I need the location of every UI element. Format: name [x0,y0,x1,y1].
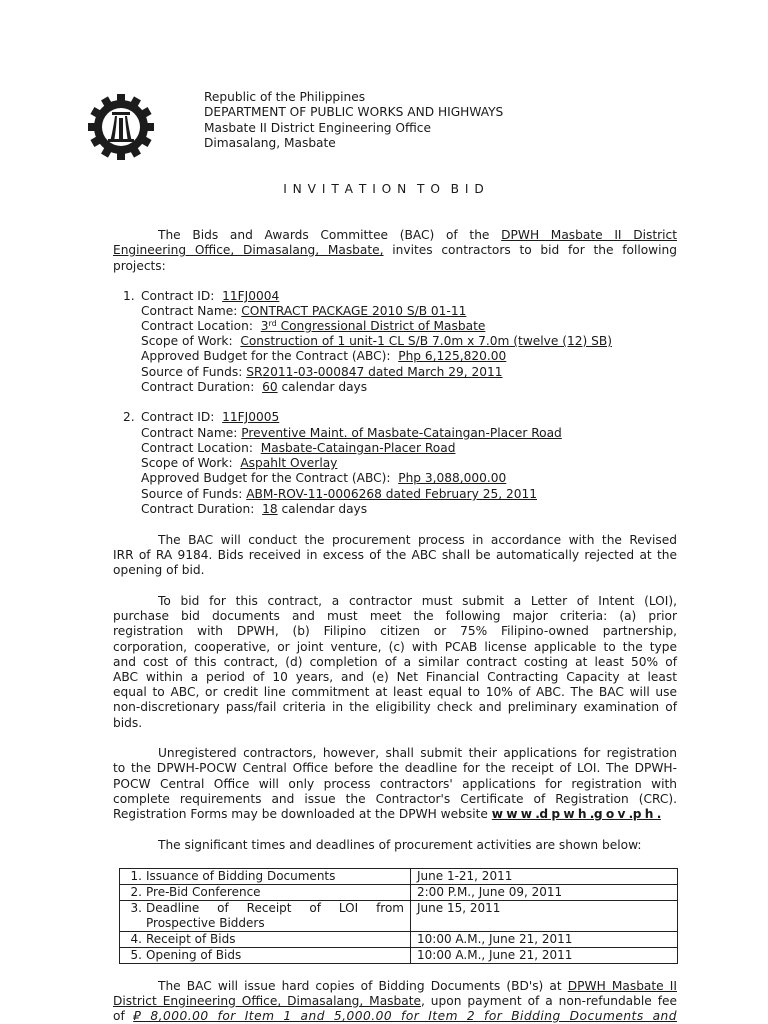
schedule-intro: The significant times and deadlines of procurement activities are shown below: [158,838,642,852]
unregistered-para-line: complete requirements and issue the Contractor's Certificate of Registration (CRC). [113,792,677,806]
table-row [120,885,678,901]
project-1-contract-name: Contract Name: CONTRACT PACKAGE 2010 S/B 01-11 [141,304,467,318]
project-1-number: 1. [123,289,135,303]
unregistered-para-line: Registration Forms may be downloaded at the DPWH website w w w .d p w h .g o v .p h . [113,807,661,821]
intro-line-3: projects: [113,259,166,273]
intro-line-1: The Bids and Awards Committee (BAC) of the DPWH Masbate II District [158,228,677,242]
dpwh-logo [86,92,156,162]
project-1-scope: Scope of Work: Construction of 1 unit-1 CL S/B 7.0m x 7.0m (twelve (12) SB) [141,334,613,348]
dpwh-website-link[interactable]: w w w .d p w h .g o v .p h . [491,807,661,821]
header-republic: Republic of the Philippines [204,90,366,104]
project-2-scope: Scope of Work: Aspahlt Overlay [141,456,338,470]
schedule-activity: 1. Issuance of Bidding Documents [120,869,411,885]
project-2-contract-name: Contract Name: Preventive Maint. of Masbate-Cataingan-Placer Road [141,426,562,440]
bac-para-line: The BAC will conduct the procurement process in accordance with the Revised [158,533,677,547]
project-2-contract-id: Contract ID: 11FJ0005 [141,410,280,424]
table-row [120,932,678,948]
intro-line-2: Engineering Office, Dimasalang, Masbate, invites contractors to bid for the following [113,243,677,257]
project-2-contract-location: Contract Location: Masbate-Cataingan-Placer Road [141,441,456,455]
table-row [120,901,678,932]
project-2-funds: Source of Funds: ABM-ROV-11-0006268 dated February 25, 2011 [141,487,537,501]
criteria-para-line: ABC within a period of 10 years, and (e) Net Financial Contracting Capacity at least [113,670,677,684]
unregistered-para-line: Unregistered contractors, however, shall submit their applications for registration [158,746,677,760]
issue-para-line-2: District Engineering Office, Dimasalang, Masbate, upon payment of a non-refundable fee [113,994,677,1008]
schedule-date: 10:00 A.M., June 21, 2011 [411,932,678,948]
project-2-abc: Approved Budget for the Contract (ABC): Php 3,088,000.00 [141,471,507,485]
unregistered-para-line: POCW Central Office will only process contractors' applications for registration with [113,777,677,791]
project-1-funds: Source of Funds: SR2011-03-000847 dated March 29, 2011 [141,365,503,379]
criteria-para-line: purchase bid documents and must meet the following major criteria: (a) prior [113,609,677,623]
criteria-para-line: corporation, cooperative, or joint venture, (c) with PCAB license applicable to the type [113,640,677,654]
criteria-para-line: To bid for this contract, a contractor must submit a Letter of Intent (LOI), [158,594,677,608]
project-1-contract-id: Contract ID: 11FJ0004 [141,289,280,303]
issue-para-line-1: The BAC will issue hard copies of Bidding Documents (BD's) at DPWH Masbate II [158,979,677,993]
schedule-date: 2:00 P.M., June 09, 2011 [411,885,678,901]
criteria-para-line: non-discretionary pass/fail criteria in the eligibility check and preliminary examination of [113,700,677,714]
header-district-office: Masbate II District Engineering Office [204,121,431,135]
schedule-activity: 5. Opening of Bids [120,948,411,964]
project-1-contract-location: Contract Location: 3rd Congressional District of Masbate [141,319,486,333]
table-row [120,948,678,964]
document-title: I N V I T A T I O N T O B I D [283,182,485,196]
criteria-para-line: bids. [113,716,143,730]
unregistered-para-line: to the DPWH-POCW Central Office before the deadline for the receipt of LOI. The DPWH- [113,761,677,775]
schedule-table [119,868,678,964]
criteria-para-line: registration with DPWH, (b) Filipino citizen or 75% Filipino-owned partnership, [113,624,677,638]
project-1-abc: Approved Budget for the Contract (ABC): Php 6,125,820.00 [141,349,507,363]
criteria-para-line: equal to ABC, or credit line commitment at least equal to 10% of ABC. The BAC will use [113,685,677,699]
table-row [120,869,678,885]
bac-para-line: opening of bid. [113,563,205,577]
schedule-activity: 4. Receipt of Bids [120,932,411,948]
header-department: DEPARTMENT OF PUBLIC WORKS AND HIGHWAYS [204,105,504,119]
schedule-activity: 3. Deadline of Receipt of LOI from Prospective Bidders [120,901,411,932]
schedule-date: June 1-21, 2011 [411,869,678,885]
schedule-date: 10:00 A.M., June 21, 2011 [411,948,678,964]
criteria-para-line: and cost of this contract, (d) completion of a similar contract costing at least 50% of [113,655,677,669]
header-location: Dimasalang, Masbate [204,136,336,150]
bac-para-line: IRR of RA 9184. Bids received in excess of the ABC shall be automatically rejected at the [113,548,677,562]
schedule-activity: 2. Pre-Bid Conference [120,885,411,901]
issue-para-line-3: of ₽ 8,000.00 for Item 1 and 5,000.00 for Item 2 for Bidding Documents and [113,1009,678,1023]
project-2-number: 2. [123,410,135,424]
project-2-duration: Contract Duration: 18 calendar days [141,502,368,516]
schedule-date: June 15, 2011 [411,901,678,932]
project-1-duration: Contract Duration: 60 calendar days [141,380,368,394]
